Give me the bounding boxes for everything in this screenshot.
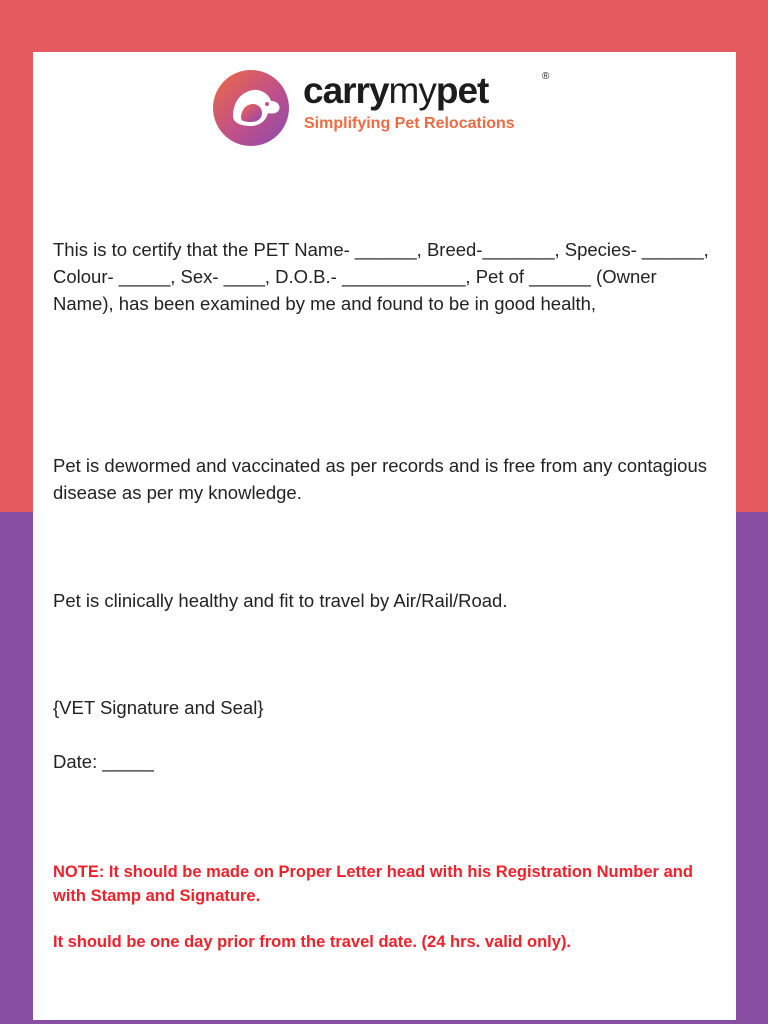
brand-name: carrymypet [303,70,489,111]
brand-tagline: Simplifying Pet Relocations [304,115,515,132]
certificate-sheet [33,52,736,1020]
fitness-paragraph: Pet is clinically healthy and fit to travel by Air/Rail/Road. [53,590,508,611]
pet-logo-icon [211,68,291,148]
brand-logo [211,68,571,148]
letterhead-note: NOTE: It should be made on Proper Letter head with his Registration Number and with Stamp and Signature. [53,863,693,905]
date-field: Date: _____ [53,751,154,772]
vet-signature-placeholder: {VET Signature and Seal} [53,697,264,718]
certification-paragraph: This is to certify that the PET Name- ______, Breed-_______, Species- ______, Colour- _____, Sex- ____, D.O.B.- ____________, Pet of ______ (Owner Name), has been examined by me and found to be in good health, [53,239,709,314]
deworming-paragraph: Pet is dewormed and vaccinated as per records and is free from any contagious disease as per my knowledge. [53,455,708,503]
registered-mark: ® [542,71,550,82]
validity-note: It should be one day prior from the travel date. (24 hrs. valid only). [53,933,572,951]
